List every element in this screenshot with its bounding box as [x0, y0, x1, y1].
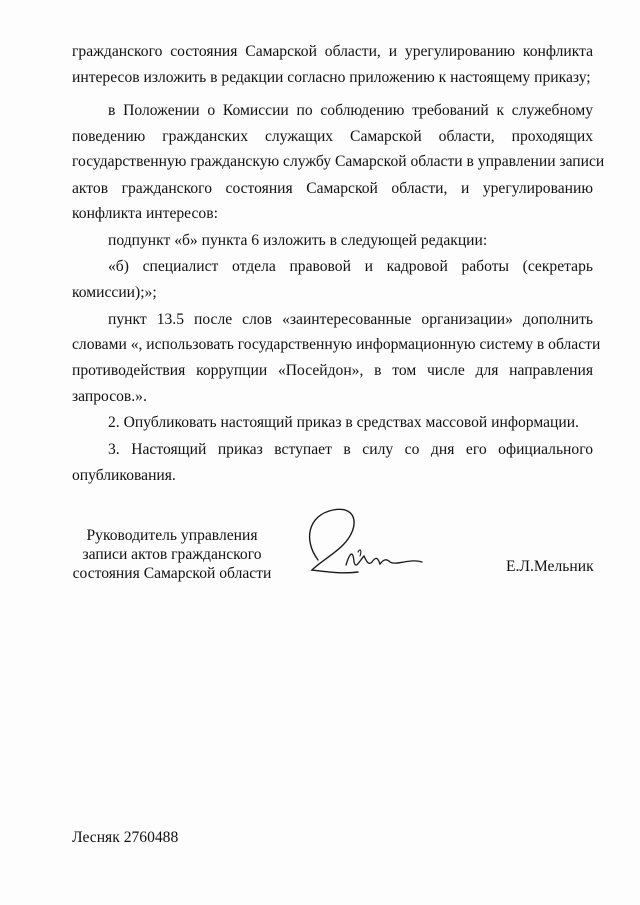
handwritten-signature: [298, 500, 428, 590]
body-line-3: в Положении о Комиссии по соблюдению требований к служебному: [108, 102, 593, 119]
body-line-12: словами «, использовать государственную информационную систему в области: [72, 336, 601, 353]
body-line-17: опубликования.: [72, 467, 176, 484]
body-line-16: 3. Настоящий приказ вступает в силу со дня его официального: [108, 441, 593, 458]
body-line-11: пункт 13.5 после слов «заинтересованные организации» дополнить: [108, 311, 593, 328]
body-line-7: конфликта интересов:: [72, 205, 218, 222]
body-line-15: 2. Опубликовать настоящий приказ в средствах массовой информации.: [108, 414, 579, 431]
body-line-14: запросов.».: [72, 388, 147, 405]
position-line-3: состояния Самарской области: [72, 565, 272, 582]
body-line-1: гражданского состояния Самарской области, и урегулированию конфликта: [72, 43, 593, 60]
executor-info: Лесняк 2760488: [72, 829, 179, 846]
position-line-2: записи актов гражданского: [82, 546, 262, 563]
signatory-position: [72, 526, 272, 583]
body-line-9: «б) специалист отдела правовой и кадровой работы (секретарь: [108, 258, 593, 275]
body-line-10: комиссии);»;: [72, 284, 157, 301]
body-line-6: актов гражданского состояния Самарской области, и урегулированию: [72, 180, 593, 197]
body-line-5: государственную гражданскую службу Самарской области в управлении записи: [72, 153, 605, 170]
body-line-4: поведению гражданских служащих Самарской области, проходящих: [72, 128, 593, 145]
body-line-2: интересов изложить в редакции согласно приложению к настоящему приказу;: [72, 69, 591, 86]
body-line-13: противодействия коррупции «Посейдон», в том числе для направления: [72, 362, 593, 379]
body-line-8: подпункт «б» пункта 6 изложить в следующей редакции:: [108, 232, 488, 249]
signer-name: Е.Л.Мельник: [506, 558, 594, 575]
position-line-1: Руководитель управления: [86, 527, 258, 544]
